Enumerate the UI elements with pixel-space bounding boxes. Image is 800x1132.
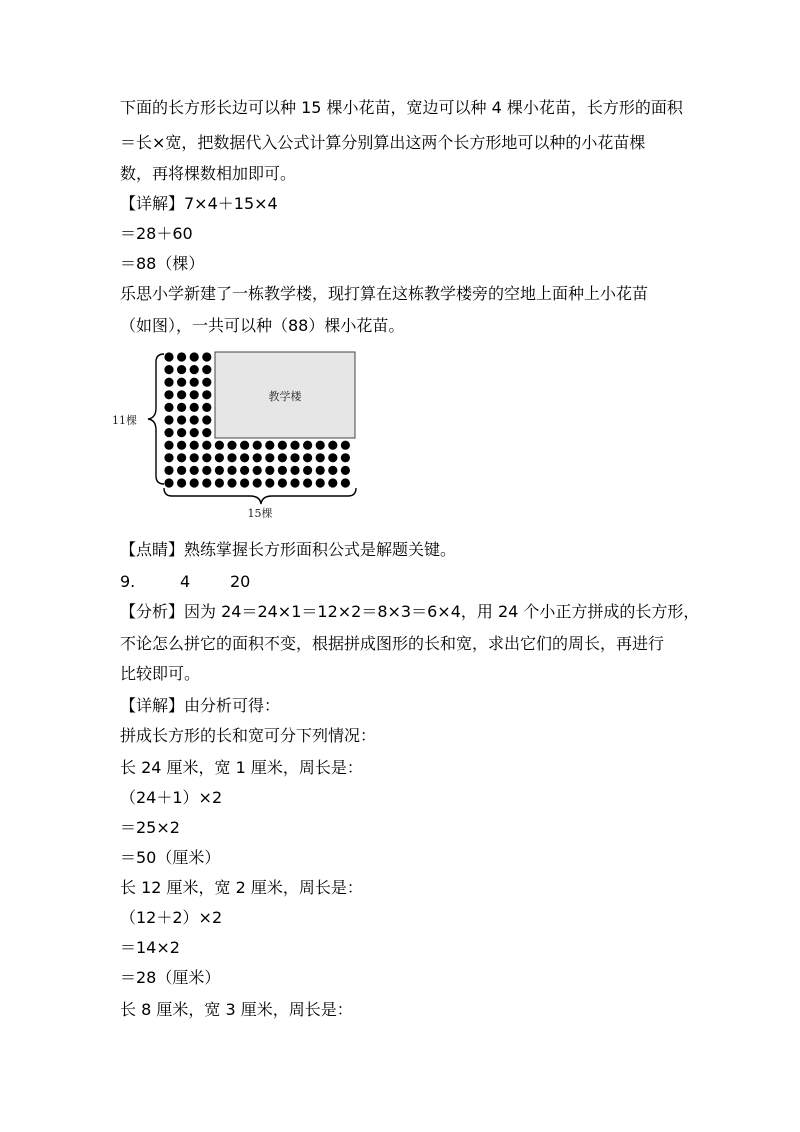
- seedling-dot: [164, 428, 173, 437]
- seedling-dot: [290, 441, 299, 450]
- text-line: （如图），一共可以种（88）棵小花苗。: [120, 316, 405, 335]
- seedling-dot: [316, 453, 325, 462]
- seedling-dot: [164, 403, 173, 412]
- seedling-dot: [177, 390, 186, 399]
- text-line: ＝50（厘米）: [120, 848, 221, 867]
- seedling-dot: [240, 453, 249, 462]
- seedling-dot: [202, 466, 211, 475]
- text-line: 长 24 厘米，宽 1 厘米，周长是：: [120, 758, 363, 777]
- bottom-count-label: 15棵: [247, 507, 273, 520]
- seedling-dot: [240, 466, 249, 475]
- seedling-dot: [303, 466, 312, 475]
- text-line: 【分析】因为 24＝24×1＝12×2＝8×3＝6×4，用 24 个小正方拼成的长方形，: [120, 602, 700, 621]
- seedling-dot: [215, 466, 224, 475]
- seedling-dot: [190, 453, 199, 462]
- text-line: ＝14×2: [120, 938, 180, 957]
- seedling-dot: [215, 478, 224, 487]
- text-line: 拼成长方形的长和宽可分下列情况：: [120, 726, 377, 745]
- seedling-dot: [164, 478, 173, 487]
- seedling-dot: [190, 365, 199, 374]
- seedling-dot: [328, 453, 337, 462]
- text-line: ＝28＋60: [120, 224, 193, 243]
- text-line: 【详解】由分析可得：: [120, 696, 281, 715]
- seedling-dot: [341, 453, 350, 462]
- seedling-dot: [202, 441, 211, 450]
- answer-blank-1: 4: [180, 572, 191, 591]
- seedling-dot: [316, 466, 325, 475]
- text-line: 数，再将棵数相加即可。: [120, 164, 297, 183]
- seedling-dot: [253, 466, 262, 475]
- seedling-dot: [164, 415, 173, 424]
- seedling-dot: [265, 478, 274, 487]
- seedling-dot: [202, 453, 211, 462]
- seedling-dot: [190, 415, 199, 424]
- seedling-dot: [227, 441, 236, 450]
- seedling-dot: [190, 352, 199, 361]
- seedling-dot: [202, 352, 211, 361]
- seedling-dot: [215, 453, 224, 462]
- text-line: 下面的长方形长边可以种 15 棵小花苗，宽边可以种 4 棵小花苗，长方形的面积: [120, 98, 683, 117]
- seedling-dot: [202, 390, 211, 399]
- left-brace: [148, 354, 164, 484]
- seedling-dot: [316, 478, 325, 487]
- question-number: 9.: [120, 572, 136, 591]
- seedling-dot: [227, 453, 236, 462]
- seedling-dot: [177, 453, 186, 462]
- seedling-dot: [328, 466, 337, 475]
- seedling-dot: [164, 466, 173, 475]
- text-line: ＝88（棵）: [120, 254, 205, 273]
- seedling-dot: [227, 478, 236, 487]
- seedling-dot: [202, 365, 211, 374]
- seedling-dot: [316, 441, 325, 450]
- seedling-dot: [253, 453, 262, 462]
- seedling-dot: [240, 441, 249, 450]
- text-line: （12＋2）×2: [120, 908, 223, 927]
- seedling-dot: [227, 466, 236, 475]
- seedling-dot: [290, 453, 299, 462]
- seedling-dot: [253, 441, 262, 450]
- seedling-dot: [278, 441, 287, 450]
- seedling-dot: [328, 441, 337, 450]
- seedling-dot: [177, 403, 186, 412]
- seedling-dot: [177, 478, 186, 487]
- seedling-dot: [278, 453, 287, 462]
- answer-blank-2: 20: [230, 572, 251, 591]
- seedling-dot: [303, 478, 312, 487]
- seedling-dot: [177, 365, 186, 374]
- left-count-label: 11棵: [112, 414, 137, 427]
- text-line: 长 8 厘米，宽 3 厘米，周长是：: [120, 1000, 353, 1019]
- text-line: ＝28（厘米）: [120, 968, 221, 987]
- seedling-dot: [202, 478, 211, 487]
- seedling-dot: [164, 390, 173, 399]
- seedling-dot: [164, 453, 173, 462]
- seedling-dot: [303, 441, 312, 450]
- question-9-row: [120, 572, 280, 592]
- seedling-dot: [202, 378, 211, 387]
- text-line: ＝长×宽，把数据代入公式计算分别算出这两个长方形地可以种的小花苗棵: [120, 133, 646, 152]
- seedling-dot: [190, 403, 199, 412]
- seedling-dot: [177, 352, 186, 361]
- seedling-dot: [164, 365, 173, 374]
- seedling-dot: [177, 415, 186, 424]
- seedling-dot: [341, 441, 350, 450]
- seedling-dot: [265, 453, 274, 462]
- seedling-dot: [190, 390, 199, 399]
- seedling-dot: [202, 415, 211, 424]
- text-line: 【详解】7×4＋15×4: [120, 194, 278, 213]
- seedling-dot: [202, 403, 211, 412]
- text-line: 不论怎么拼它的面积不变，根据拼成图形的长和宽，求出它们的周长，再进行: [120, 634, 665, 653]
- seedling-dot: [177, 466, 186, 475]
- seedling-dot: [290, 466, 299, 475]
- seedling-dot: [202, 428, 211, 437]
- seedling-dot: [240, 478, 249, 487]
- seedling-dot: [190, 428, 199, 437]
- seedling-dot: [177, 428, 186, 437]
- seedling-dot: [278, 466, 287, 475]
- seedling-dot: [265, 466, 274, 475]
- seedling-dot: [177, 441, 186, 450]
- bottom-brace: [164, 488, 356, 504]
- seedling-dot: [164, 378, 173, 387]
- seedling-dot: [278, 478, 287, 487]
- seedling-dot: [303, 453, 312, 462]
- text-line: （24＋1）×2: [120, 788, 223, 807]
- seedling-dot: [164, 352, 173, 361]
- seedling-dot: [190, 466, 199, 475]
- seedling-dot: [328, 478, 337, 487]
- text-line: 长 12 厘米，宽 2 厘米，周长是：: [120, 878, 363, 897]
- text-line: 比较即可。: [120, 664, 201, 683]
- planting-figure-svg: [112, 346, 372, 526]
- seedling-dot: [190, 441, 199, 450]
- seedling-dot: [341, 466, 350, 475]
- seedling-dot: [177, 378, 186, 387]
- seedling-dot: [215, 441, 224, 450]
- seedling-dot: [341, 478, 350, 487]
- text-line: ＝25×2: [120, 818, 180, 837]
- seedling-dot: [253, 478, 262, 487]
- seedling-dot: [190, 478, 199, 487]
- text-line: 乐思小学新建了一栋教学楼，现打算在这栋教学楼旁的空地上面种上小花苗: [120, 284, 649, 303]
- seedling-dot: [164, 441, 173, 450]
- planting-figure: [112, 346, 372, 526]
- text-line: 【点睛】熟练掌握长方形面积公式是解题关键。: [120, 540, 457, 559]
- seedling-dot: [190, 378, 199, 387]
- seedling-dot: [290, 478, 299, 487]
- building-label: 教学楼: [268, 390, 302, 403]
- seedling-dot: [265, 441, 274, 450]
